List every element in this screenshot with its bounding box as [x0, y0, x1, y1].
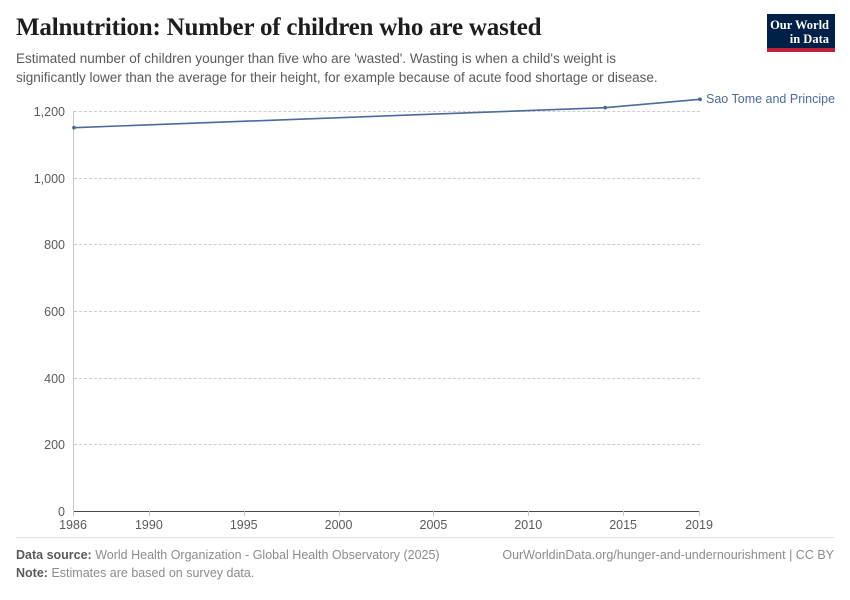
x-axis-tick-label: 2005 — [419, 518, 448, 532]
y-axis-tick-label: 600 — [44, 305, 65, 319]
footer-divider — [16, 537, 834, 538]
x-axis-tick-mark — [73, 511, 74, 516]
x-axis-tick-mark — [149, 511, 150, 516]
note-label: Note: — [16, 566, 48, 580]
source-label: Data source: — [16, 548, 92, 562]
series-point-marker[interactable] — [72, 126, 76, 130]
owid-logo[interactable] — [767, 14, 835, 52]
x-axis-tick-label: 1986 — [59, 518, 87, 532]
chart-header — [16, 14, 756, 87]
plot-region — [33, 92, 836, 519]
x-axis-tick-label: 2000 — [324, 518, 353, 532]
chart-footer — [16, 546, 834, 582]
x-axis-tick-mark — [699, 511, 700, 516]
x-axis — [59, 511, 713, 532]
x-axis-tick-mark — [528, 511, 529, 516]
x-axis-tick-label: 2015 — [609, 518, 638, 532]
y-axis-tick-label: 1,000 — [33, 171, 65, 186]
chart-subtitle: Estimated number of children younger than five who are 'wasted'. Wasting is when a child's weight is significantly lower than the average for their height, for example because of acute food shortage or disease. — [16, 50, 658, 85]
y-axis-tick-label: 200 — [44, 438, 65, 453]
series-label[interactable]: Sao Tome and Principe — [706, 92, 836, 107]
series-point-marker[interactable] — [698, 97, 702, 101]
footer-credit[interactable]: OurWorldinData.org/hunger-and-undernourishment | CC BY — [502, 548, 834, 562]
footer-note-row — [16, 564, 834, 582]
note-value: Estimates are based on survey data. — [51, 566, 255, 580]
page-title: Malnutrition: Number of children who are wasted — [16, 14, 542, 41]
x-axis-tick-mark — [244, 511, 245, 516]
x-axis-tick-label: 2010 — [514, 518, 543, 532]
footer-source-row — [16, 546, 834, 564]
x-axis-tick-label: 1990 — [134, 518, 163, 532]
x-axis-tick-mark — [623, 511, 624, 516]
y-axis-tick-label: 1,200 — [33, 105, 65, 119]
x-axis-tick-label: 1995 — [229, 518, 258, 532]
owid-logo-line2: in Data — [789, 32, 829, 46]
owid-logo-line1: Our World — [770, 18, 829, 32]
series-layer — [74, 111, 700, 511]
series-line[interactable] — [74, 99, 700, 127]
y-axis-tick-label: 0 — [58, 505, 65, 519]
x-axis-tick-mark — [339, 511, 340, 516]
series-point-marker[interactable] — [603, 106, 607, 110]
y-axis-tick-label: 800 — [44, 238, 65, 253]
x-axis-tick-mark — [433, 511, 434, 516]
x-axis-tick-label: 2019 — [685, 518, 713, 532]
source-value: World Health Organization - Global Health Observatory (2025) — [95, 548, 440, 562]
y-axis-tick-label: 400 — [44, 371, 65, 386]
chart-area — [16, 92, 836, 532]
